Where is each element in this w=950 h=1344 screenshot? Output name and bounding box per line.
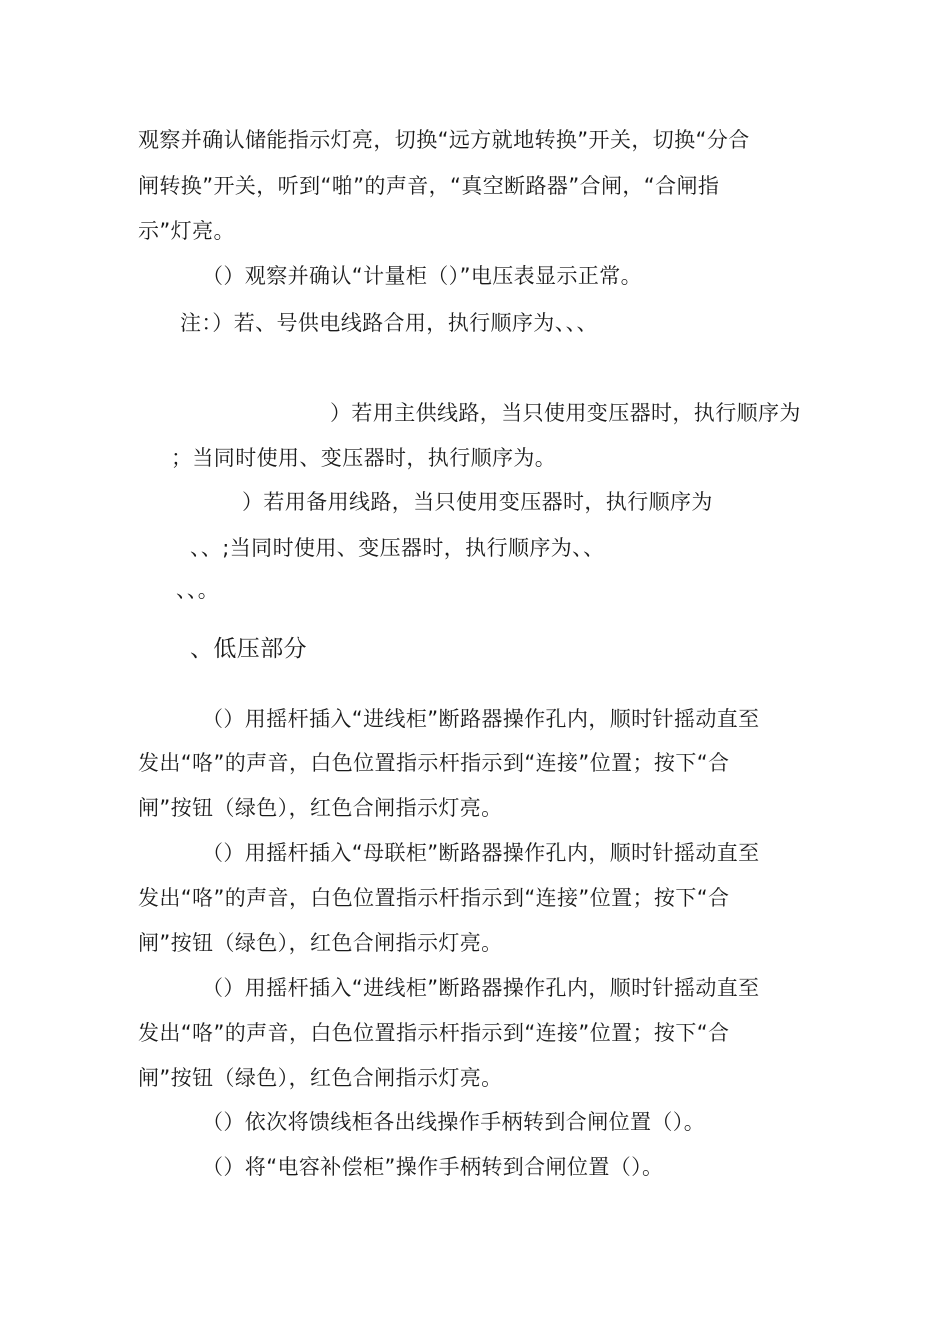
paragraph-line: 闸”按钮（绿色），红色合闸指示灯亮。 (138, 931, 503, 955)
paragraph-line: （）将“电容补偿柜”操作手柄转到合闸位置（）。 (202, 1155, 664, 1179)
paragraph-line: （）依次将馈线柜各出线操作手柄转到合闸位置（）。 (202, 1110, 706, 1134)
section-heading: 、低压部分 (190, 636, 307, 662)
paragraph-line: （）观察并确认“计量柜（）”电压表显示正常。 (202, 264, 643, 288)
paragraph-line: 闸”按钮（绿色），红色合闸指示灯亮。 (138, 796, 503, 820)
note-line: ；当同时使用、变压器时，执行顺序为。 (171, 446, 557, 470)
paragraph-line: 发出“咯”的声音，白色位置指示杆指示到“连接”位置；按下“合 (138, 751, 730, 775)
note-line: ）若用主供线路，当只使用变压器时，执行顺序为 (330, 401, 801, 425)
paragraph-line: 闸”按钮（绿色），红色合闸指示灯亮。 (138, 1066, 503, 1090)
paragraph-line: 发出“咯”的声音，白色位置指示杆指示到“连接”位置；按下“合 (138, 1021, 730, 1045)
paragraph-line: 观察并确认储能指示灯亮，切换“远方就地转换”开关，切换“分合 (138, 128, 750, 152)
paragraph-line: （）用摇杆插入“母联柜”断路器操作孔内，顺时针摇动直至 (202, 841, 760, 865)
paragraph-line: 示”灯亮。 (138, 219, 235, 243)
paragraph-line: （）用摇杆插入“进线柜”断路器操作孔内，顺时针摇动直至 (202, 976, 760, 1000)
paragraph-line: （）用摇杆插入“进线柜”断路器操作孔内，顺时针摇动直至 (202, 707, 760, 731)
note-line: ）若用备用线路，当只使用变压器时，执行顺序为 (242, 490, 713, 514)
note-line: 、、;当同时使用、变压器时，执行顺序为、、 (190, 536, 605, 560)
paragraph-line: 发出“咯”的声音，白色位置指示杆指示到“连接”位置；按下“合 (138, 886, 730, 910)
note-line: 注：）若、号供电线路合用，执行顺序为、、、 (180, 311, 598, 335)
paragraph-line: 闸转换”开关，听到“啪”的声音，“真空断路器”合闸，“合闸指 (138, 174, 720, 198)
note-line: 、、。 (176, 578, 220, 602)
